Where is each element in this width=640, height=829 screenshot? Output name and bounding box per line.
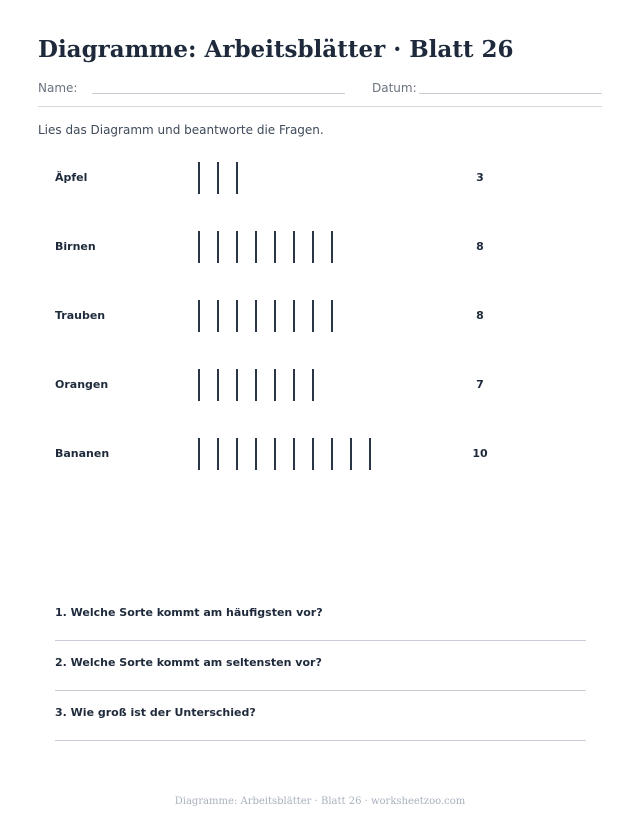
tally-mark	[312, 369, 314, 401]
tally-mark	[293, 300, 295, 332]
tally-mark	[217, 231, 219, 263]
tally-mark	[198, 300, 200, 332]
question-text: 2. Welche Sorte kommt am seltensten vor?	[55, 656, 322, 669]
footer: Diagramme: Arbeitsblätter · Blatt 26 · worksheetzoo.com	[174, 796, 466, 807]
name-field[interactable]	[92, 93, 345, 94]
tally-mark	[255, 231, 257, 263]
tally-mark	[236, 162, 238, 194]
tally-mark	[255, 438, 257, 470]
row-count: 7	[476, 378, 484, 391]
row-label: Äpfel	[55, 171, 88, 184]
tally-mark	[236, 231, 238, 263]
tally-mark	[198, 369, 200, 401]
tally-mark	[331, 438, 333, 470]
tally-mark	[198, 438, 200, 470]
tally-marks	[198, 300, 350, 332]
tally-mark	[274, 300, 276, 332]
tally-mark	[236, 369, 238, 401]
tally-mark	[274, 369, 276, 401]
tally-mark	[217, 300, 219, 332]
row-label: Bananen	[55, 447, 110, 460]
row-count: 3	[476, 171, 484, 184]
answer-line[interactable]	[55, 740, 586, 741]
tally-mark	[312, 438, 314, 470]
tally-mark	[274, 231, 276, 263]
tally-marks	[198, 162, 255, 194]
tally-marks	[198, 369, 331, 401]
row-count: 10	[472, 447, 488, 460]
tally-mark	[293, 231, 295, 263]
question-text: 1. Welche Sorte kommt am häufigsten vor?	[55, 606, 323, 619]
tally-mark	[331, 300, 333, 332]
row-label: Trauben	[55, 309, 106, 322]
date-field[interactable]	[419, 93, 602, 94]
tally-mark	[293, 369, 295, 401]
tally-mark	[293, 438, 295, 470]
page-title: Diagramme: Arbeitsblätter · Blatt 26	[38, 36, 514, 63]
row-count: 8	[476, 240, 484, 253]
tally-mark	[255, 369, 257, 401]
row-label: Orangen	[55, 378, 109, 391]
date-label: Datum:	[372, 81, 417, 95]
tally-mark	[236, 300, 238, 332]
tally-mark	[198, 162, 200, 194]
row-count: 8	[476, 309, 484, 322]
tally-mark	[350, 438, 352, 470]
tally-mark	[369, 438, 371, 470]
tally-marks	[198, 231, 350, 263]
instruction-text: Lies das Diagramm und beantworte die Fragen.	[38, 123, 324, 137]
tally-mark	[236, 438, 238, 470]
name-label: Name:	[38, 81, 78, 95]
tally-mark	[217, 162, 219, 194]
tally-marks	[198, 438, 388, 470]
tally-mark	[255, 300, 257, 332]
tally-mark	[198, 231, 200, 263]
tally-mark	[217, 438, 219, 470]
row-label: Birnen	[55, 240, 96, 253]
answer-line[interactable]	[55, 640, 586, 641]
header-divider	[38, 106, 602, 107]
tally-mark	[274, 438, 276, 470]
answer-line[interactable]	[55, 690, 586, 691]
tally-mark	[312, 300, 314, 332]
tally-mark	[312, 231, 314, 263]
question-text: 3. Wie groß ist der Unterschied?	[55, 706, 256, 719]
tally-mark	[217, 369, 219, 401]
tally-mark	[331, 231, 333, 263]
